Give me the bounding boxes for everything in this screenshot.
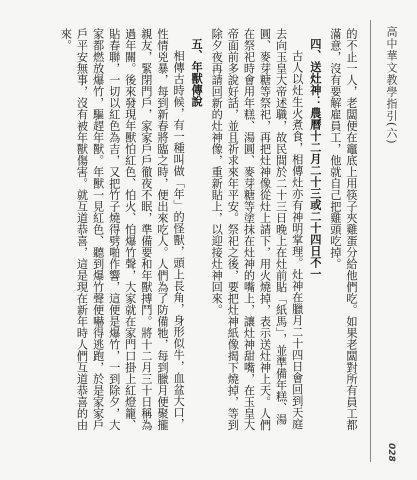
page-header (377, 26, 405, 462)
page-number: 028 (386, 443, 396, 462)
paragraph-kitchen-god: 古人以灶生火煮食，相傳灶亦有神明掌理。灶神在臘月二十四日會回到天庭去向玉皇大帝述職，故民間於二十三日晚上在灶前貼「紙馬」，並準備年糕、湯圓、麥芽糖等祭祀，再把灶神像從灶上請下，用火燒掉，表示送灶神上天。人們在祭祀時會用年糕、湯圓、麥芽糖等塗抹在灶神的嘴上，讓灶神甜嘴，在玉皇大帝面前多說好話，並且祈求來年平安。祭祀之後，要把灶神紙像揭下燒掉，等到除夕夜再請回新的灶神像，重新貼上，以迎接灶神回來。 (210, 28, 304, 431)
paragraph-continued: 的不止一人，老闆便在竈底上用筷子夾雞蛋分給他們吃。如果老闆對所有員工都滿意，沒有要解雇員工，他就自己把雞頭吃掉。 (328, 28, 358, 431)
paragraph-nian-beast: 相傳古時候，有一種叫做「年」的怪獸，頭上長角，身形似牛，血盆大口，性情兇暴，每到新春將臨之時，便出來吃人。人們為了防備牠，每到臘月便聚攏親友，緊閉門戶，家家戶戶徹夜不眠，準備要和年獸搏鬥。將十二月三十日稱為過年關。後來發現年獸怕紅色、怕火、怕爆竹聲，大家就在家門口掛上紅燈籠、貼春聯，一切以紅色為吉，又把竹子燒得劈啪作響，這便是爆竹，一到除夕，大家都燃放爆竹，驅趕年獸。年獸一見紅色、聽到爆竹聲便嚇得逃跑，於是家家戶戶平安無事，沒有被年獸傷害。就互道恭喜，這是現在新年時人們互道恭喜的由來。 (59, 28, 186, 431)
section-heading-4: 四、送灶神：農曆十二月二十三或二十四日不一 (308, 38, 323, 280)
book-title: 高中華文教學指引(六) (385, 26, 398, 145)
header-divider (370, 20, 371, 462)
section-heading-5: 五、年獸傳說 (190, 38, 205, 107)
body-text (37, 28, 359, 432)
